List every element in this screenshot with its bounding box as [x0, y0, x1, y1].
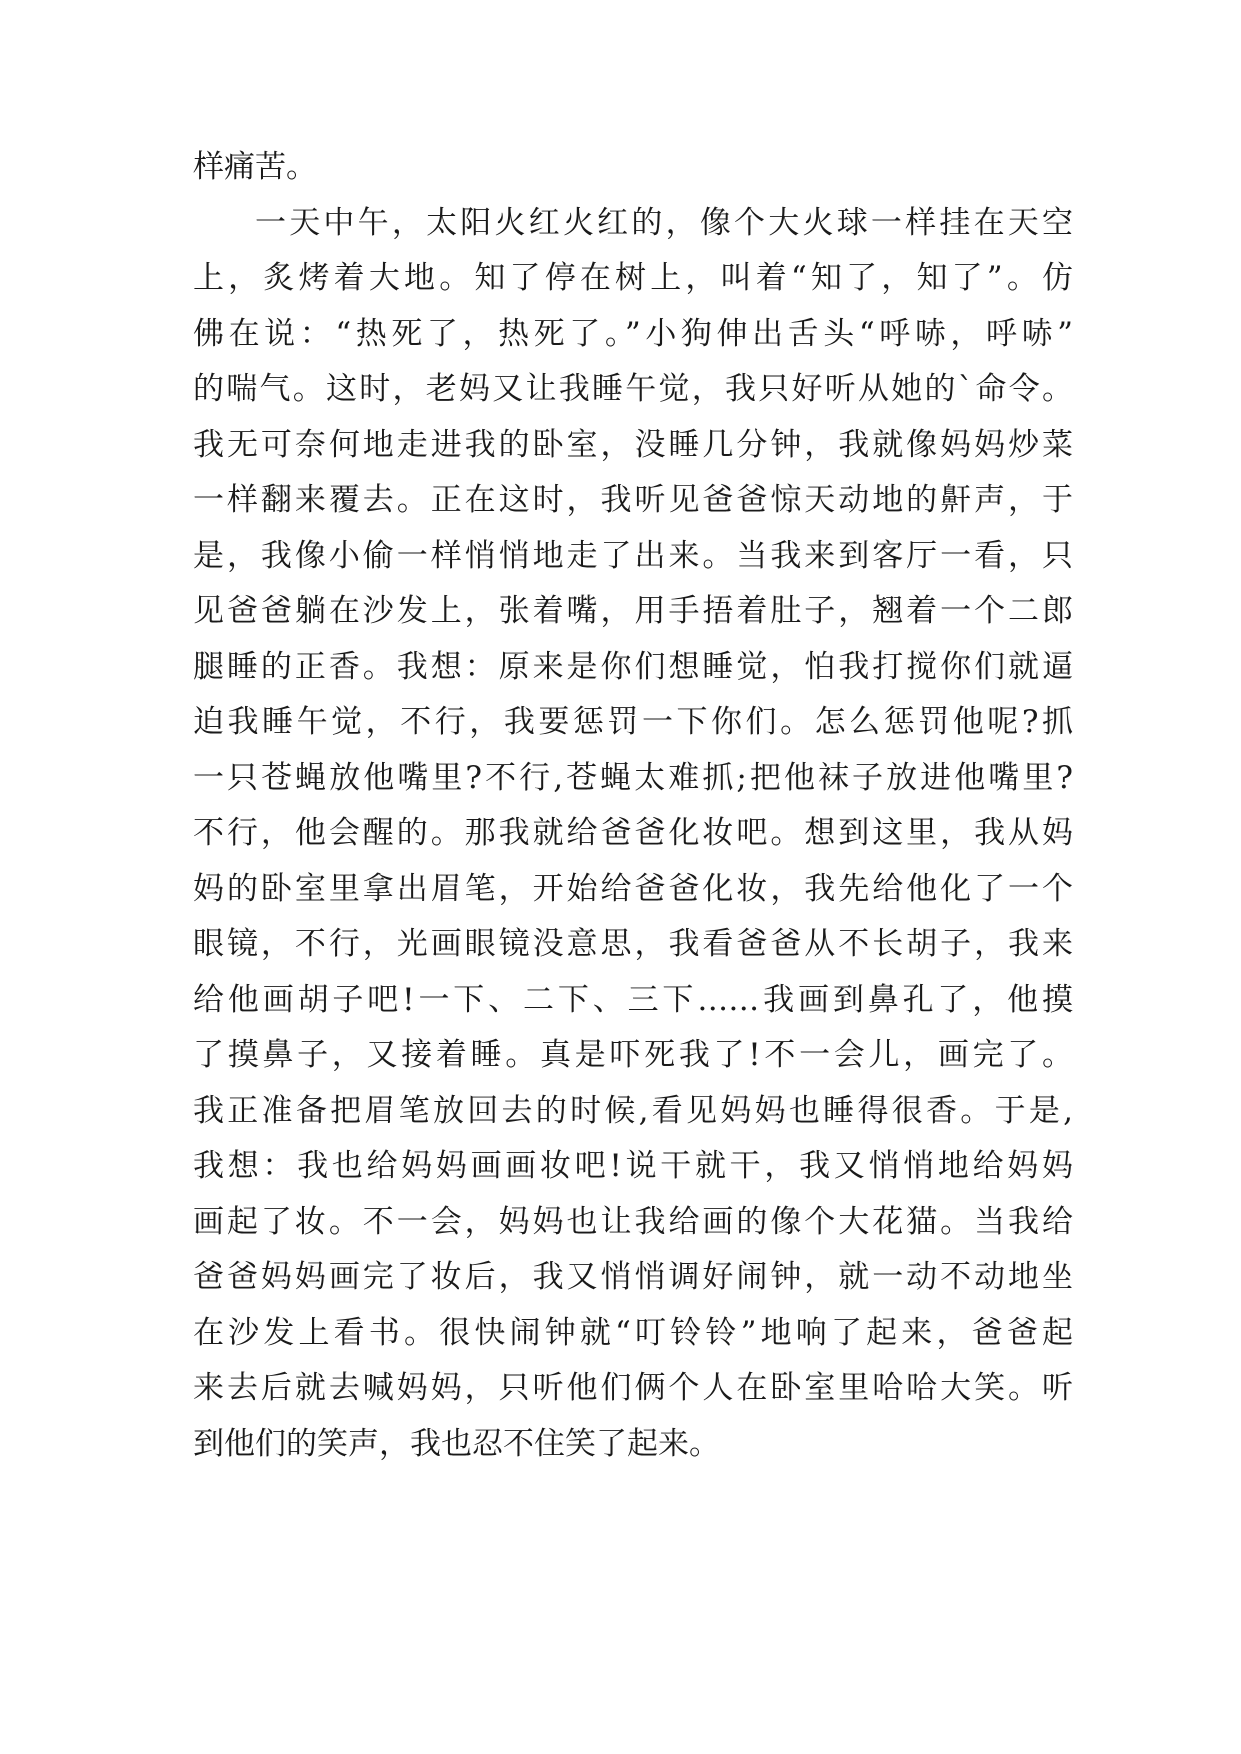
- text-line: 迫我睡午觉，不行，我要惩罚一下你们。怎么惩罚他呢?抓: [193, 704, 1073, 740]
- text-line: 爸爸妈妈画完了妆后，我又悄悄调好闹钟，就一动不动地坐: [193, 1259, 1073, 1295]
- text-line: 我正准备把眉笔放回去的时候,看见妈妈也睡得很香。于是,: [193, 1092, 1073, 1129]
- text-line: 了摸鼻子，又接着睡。真是吓死我了!不一会儿，画完了。: [193, 1037, 1073, 1073]
- paragraph-first-line: 一天中午，太阳火红火红的，像个大火球一样挂在天空: [255, 204, 1073, 241]
- text-line: 样痛苦。: [193, 149, 317, 185]
- text-line: 我想：我也给妈妈画画妆吧!说干就干，我又悄悄地给妈妈: [193, 1148, 1073, 1184]
- text-line: 到他们的笑声，我也忍不住笑了起来。: [193, 1425, 720, 1462]
- text-line: 我无可奈何地走进我的卧室，没睡几分钟，我就像妈妈炒菜: [193, 426, 1073, 463]
- text-line: 来去后就去喊妈妈，只听他们俩个人在卧室里哈哈大笑。听: [193, 1370, 1073, 1406]
- text-line: 见爸爸躺在沙发上，张着嘴，用手捂着肚子，翘着一个二郎: [193, 593, 1073, 629]
- text-line: 妈的卧室里拿出眉笔，开始给爸爸化妆，我先给他化了一个: [193, 870, 1073, 907]
- text-line: 是，我像小偷一样悄悄地走了出来。当我来到客厅一看，只: [193, 537, 1073, 574]
- text-line: 上，炙烤着大地。知了停在树上，叫着“知了，知了”。仿: [193, 260, 1073, 296]
- text-line: 一样翻来覆去。正在这时，我听见爸爸惊天动地的鼾声，于: [193, 482, 1073, 518]
- text-line: 的喘气。这时，老妈又让我睡午觉，我只好听从她的`命令。: [193, 371, 1073, 407]
- text-line: 佛在说：“热死了，热死了。”小狗伸出舌头“呼哧，呼哧”: [193, 315, 1073, 352]
- text-line: 腿睡的正香。我想：原来是你们想睡觉，怕我打搅你们就逼: [193, 648, 1073, 685]
- text-line: 给他画胡子吧!一下、二下、三下……我画到鼻孔了，他摸: [193, 981, 1073, 1018]
- text-line: 一只苍蝇放他嘴里?不行,苍蝇太难抓;把他袜子放进他嘴里?: [193, 759, 1073, 796]
- text-line: 在沙发上看书。很快闹钟就“叮铃铃”地响了起来，爸爸起: [193, 1314, 1073, 1351]
- text-line: 画起了妆。不一会，妈妈也让我给画的像个大花猫。当我给: [193, 1203, 1073, 1240]
- text-line: 眼镜，不行，光画眼镜没意思，我看爸爸从不长胡子，我来: [193, 926, 1073, 962]
- essay-body: [193, 140, 1073, 1472]
- text-line: 不行，他会醒的。那我就给爸爸化妆吧。想到这里，我从妈: [193, 815, 1073, 851]
